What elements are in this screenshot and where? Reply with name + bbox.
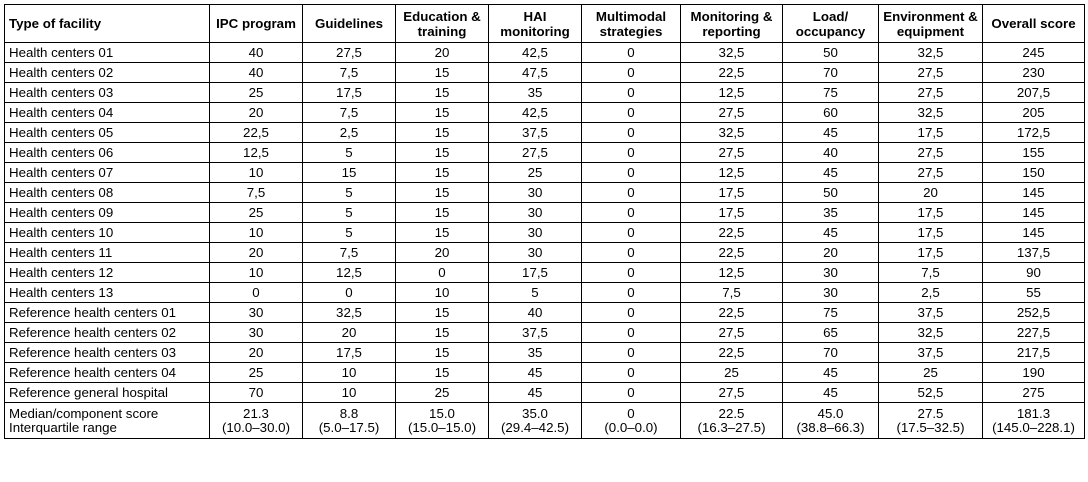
score-cell: 70	[783, 63, 879, 83]
score-cell: 5	[489, 283, 582, 303]
summary-cell	[879, 403, 983, 439]
column-header: HAI monitoring	[489, 5, 582, 43]
score-cell: 30	[210, 323, 303, 343]
score-cell: 15	[396, 203, 489, 223]
summary-cell	[582, 403, 681, 439]
summary-cell	[681, 403, 783, 439]
summary-cell	[783, 403, 879, 439]
ipc-score-table	[4, 4, 1085, 439]
score-cell: 45	[783, 383, 879, 403]
score-cell: 25	[210, 203, 303, 223]
score-cell: 230	[983, 63, 1085, 83]
score-cell: 20	[210, 343, 303, 363]
facility-name: Health centers 13	[5, 283, 210, 303]
facility-name: Health centers 05	[5, 123, 210, 143]
interquartile-range: (29.4–42.5)	[500, 419, 569, 435]
score-cell: 15	[396, 163, 489, 183]
score-cell: 17,5	[879, 123, 983, 143]
interquartile-range: (16.3–27.5)	[697, 419, 766, 435]
score-cell: 0	[582, 103, 681, 123]
interquartile-range: (5.0–17.5)	[318, 419, 380, 435]
table-row	[5, 63, 1085, 83]
score-cell: 20	[210, 103, 303, 123]
score-cell: 37,5	[879, 343, 983, 363]
score-cell: 12,5	[681, 163, 783, 183]
column-header: Overall score	[983, 5, 1085, 43]
score-cell: 0	[582, 163, 681, 183]
score-cell: 60	[783, 103, 879, 123]
score-cell: 205	[983, 103, 1085, 123]
facility-name: Health centers 09	[5, 203, 210, 223]
score-cell: 17,5	[303, 343, 396, 363]
table-row	[5, 323, 1085, 343]
score-cell: 145	[983, 183, 1085, 203]
score-cell: 20	[783, 243, 879, 263]
facility-name: Health centers 07	[5, 163, 210, 183]
score-cell: 0	[582, 323, 681, 343]
score-cell: 22,5	[681, 63, 783, 83]
score-cell: 10	[210, 263, 303, 283]
score-cell: 17,5	[489, 263, 582, 283]
score-cell: 35	[783, 203, 879, 223]
facility-name: Reference general hospital	[5, 383, 210, 403]
facility-name: Health centers 02	[5, 63, 210, 83]
score-cell: 27,5	[879, 83, 983, 103]
score-cell: 10	[303, 363, 396, 383]
facility-name: Reference health centers 04	[5, 363, 210, 383]
score-cell: 27,5	[303, 43, 396, 63]
score-cell: 45	[489, 383, 582, 403]
score-cell: 5	[303, 143, 396, 163]
median-value: 15.0	[429, 405, 455, 421]
score-cell: 7,5	[681, 283, 783, 303]
facility-name: Health centers 04	[5, 103, 210, 123]
interquartile-range: (145.0–228.1)	[992, 419, 1075, 435]
score-cell: 65	[783, 323, 879, 343]
score-cell: 15	[396, 183, 489, 203]
score-cell: 0	[582, 123, 681, 143]
facility-name: Health centers 08	[5, 183, 210, 203]
score-cell: 30	[783, 283, 879, 303]
score-cell: 7,5	[879, 263, 983, 283]
summary-cell	[983, 403, 1085, 439]
column-header: Load/ occupancy	[783, 5, 879, 43]
score-cell: 15	[396, 143, 489, 163]
score-cell: 15	[396, 83, 489, 103]
table-row	[5, 263, 1085, 283]
score-cell: 27,5	[681, 103, 783, 123]
interquartile-range: (17.5–32.5)	[896, 419, 965, 435]
score-cell: 27,5	[681, 143, 783, 163]
score-cell: 150	[983, 163, 1085, 183]
score-cell: 15	[396, 363, 489, 383]
facility-name: Health centers 11	[5, 243, 210, 263]
score-cell: 22,5	[210, 123, 303, 143]
column-header: Education & training	[396, 5, 489, 43]
score-cell: 7,5	[303, 63, 396, 83]
score-cell: 27,5	[879, 63, 983, 83]
score-cell: 75	[783, 303, 879, 323]
score-cell: 35	[489, 343, 582, 363]
interquartile-range: (10.0–30.0)	[221, 419, 290, 435]
score-cell: 0	[582, 303, 681, 323]
score-cell: 32,5	[681, 123, 783, 143]
score-cell: 0	[582, 43, 681, 63]
score-cell: 55	[983, 283, 1085, 303]
score-cell: 37,5	[879, 303, 983, 323]
median-value: 45.0	[817, 405, 844, 421]
score-cell: 5	[303, 223, 396, 243]
score-cell: 15	[396, 323, 489, 343]
score-cell: 15	[396, 343, 489, 363]
summary-label	[5, 403, 210, 439]
header-row	[5, 5, 1085, 43]
score-cell: 5	[303, 203, 396, 223]
score-cell: 0	[582, 363, 681, 383]
score-cell: 27,5	[681, 323, 783, 343]
score-cell: 15	[396, 223, 489, 243]
score-cell: 32,5	[879, 43, 983, 63]
median-value: 21.3	[243, 405, 269, 421]
score-cell: 172,5	[983, 123, 1085, 143]
score-cell: 22,5	[681, 223, 783, 243]
score-cell: 25	[210, 83, 303, 103]
table-row	[5, 203, 1085, 223]
score-cell: 252,5	[983, 303, 1085, 323]
interquartile-range: (38.8–66.3)	[796, 419, 865, 435]
table-row	[5, 183, 1085, 203]
table-row	[5, 283, 1085, 303]
score-cell: 30	[210, 303, 303, 323]
score-cell: 70	[783, 343, 879, 363]
score-cell: 20	[396, 43, 489, 63]
median-value: 181.3	[1016, 405, 1051, 421]
score-cell: 2,5	[303, 123, 396, 143]
score-cell: 0	[210, 283, 303, 303]
score-cell: 47,5	[489, 63, 582, 83]
score-cell: 0	[582, 243, 681, 263]
score-cell: 75	[783, 83, 879, 103]
facility-name: Health centers 03	[5, 83, 210, 103]
facility-name: Health centers 06	[5, 143, 210, 163]
score-cell: 32,5	[879, 323, 983, 343]
score-cell: 45	[783, 123, 879, 143]
facility-name: Health centers 12	[5, 263, 210, 283]
score-cell: 30	[489, 243, 582, 263]
score-cell: 42,5	[489, 43, 582, 63]
score-cell: 45	[489, 363, 582, 383]
score-cell: 5	[303, 183, 396, 203]
score-cell: 40	[783, 143, 879, 163]
score-cell: 7,5	[210, 183, 303, 203]
summary-label-line: Interquartile range	[9, 419, 117, 435]
score-cell: 0	[582, 223, 681, 243]
score-cell: 0	[582, 383, 681, 403]
score-cell: 17,5	[303, 83, 396, 103]
score-cell: 37,5	[489, 323, 582, 343]
score-cell: 27,5	[879, 163, 983, 183]
column-header: Monitoring & reporting	[681, 5, 783, 43]
score-cell: 7,5	[303, 243, 396, 263]
score-cell: 70	[210, 383, 303, 403]
table-row	[5, 223, 1085, 243]
score-cell: 30	[489, 203, 582, 223]
table-row	[5, 383, 1085, 403]
score-cell: 30	[489, 183, 582, 203]
score-cell: 32,5	[879, 103, 983, 123]
score-cell: 40	[210, 43, 303, 63]
score-cell: 275	[983, 383, 1085, 403]
score-cell: 207,5	[983, 83, 1085, 103]
score-cell: 10	[396, 283, 489, 303]
score-cell: 45	[783, 163, 879, 183]
table-row	[5, 363, 1085, 383]
score-cell: 217,5	[983, 343, 1085, 363]
table-header	[5, 5, 1085, 43]
score-cell: 30	[783, 263, 879, 283]
interquartile-range: (0.0–0.0)	[604, 419, 658, 435]
score-cell: 137,5	[983, 243, 1085, 263]
score-cell: 25	[210, 363, 303, 383]
score-cell: 0	[582, 63, 681, 83]
score-cell: 22,5	[681, 303, 783, 323]
score-cell: 20	[879, 183, 983, 203]
score-cell: 0	[582, 83, 681, 103]
score-cell: 155	[983, 143, 1085, 163]
score-cell: 20	[396, 243, 489, 263]
score-cell: 25	[396, 383, 489, 403]
score-cell: 0	[582, 343, 681, 363]
score-cell: 12,5	[681, 83, 783, 103]
score-cell: 40	[489, 303, 582, 323]
score-cell: 145	[983, 203, 1085, 223]
score-cell: 10	[303, 383, 396, 403]
facility-name: Reference health centers 02	[5, 323, 210, 343]
score-cell: 45	[783, 223, 879, 243]
score-cell: 0	[396, 263, 489, 283]
table-row	[5, 103, 1085, 123]
score-cell: 17,5	[879, 223, 983, 243]
facility-name: Reference health centers 01	[5, 303, 210, 323]
score-cell: 22,5	[681, 343, 783, 363]
score-cell: 15	[396, 63, 489, 83]
score-cell: 45	[783, 363, 879, 383]
table-row	[5, 303, 1085, 323]
interquartile-range: (15.0–15.0)	[407, 419, 476, 435]
median-value: 22.5	[718, 405, 745, 421]
score-cell: 35	[489, 83, 582, 103]
score-cell: 0	[303, 283, 396, 303]
median-value: 27.5	[917, 405, 944, 421]
score-cell: 10	[210, 163, 303, 183]
score-cell: 25	[879, 363, 983, 383]
column-header: Type of facility	[5, 5, 210, 43]
score-cell: 17,5	[879, 203, 983, 223]
score-cell: 90	[983, 263, 1085, 283]
median-value: 35.0	[522, 405, 548, 421]
score-cell: 27,5	[681, 383, 783, 403]
score-cell: 37,5	[489, 123, 582, 143]
table-row	[5, 163, 1085, 183]
score-cell: 27,5	[489, 143, 582, 163]
table-row	[5, 343, 1085, 363]
score-cell: 7,5	[303, 103, 396, 123]
column-header: Environment & equipment	[879, 5, 983, 43]
score-cell: 145	[983, 223, 1085, 243]
score-cell: 0	[582, 283, 681, 303]
facility-name: Reference health centers 03	[5, 343, 210, 363]
score-cell: 32,5	[681, 43, 783, 63]
score-cell: 20	[210, 243, 303, 263]
score-cell: 42,5	[489, 103, 582, 123]
summary-cell	[303, 403, 396, 439]
column-header: IPC program	[210, 5, 303, 43]
facility-name: Health centers 01	[5, 43, 210, 63]
score-cell: 17,5	[681, 203, 783, 223]
score-cell: 17,5	[879, 243, 983, 263]
table-row	[5, 123, 1085, 143]
score-cell: 25	[681, 363, 783, 383]
table-row	[5, 83, 1085, 103]
score-cell: 0	[582, 143, 681, 163]
score-cell: 20	[303, 323, 396, 343]
score-cell: 25	[489, 163, 582, 183]
score-cell: 15	[396, 123, 489, 143]
score-cell: 15	[396, 103, 489, 123]
score-cell: 15	[396, 303, 489, 323]
score-cell: 50	[783, 43, 879, 63]
median-value: 8.8	[339, 405, 359, 421]
summary-label-line: Median/component score	[9, 405, 159, 421]
table-body	[5, 43, 1085, 439]
column-header: Guidelines	[303, 5, 396, 43]
summary-cell	[489, 403, 582, 439]
column-header: Multimodal strategies	[582, 5, 681, 43]
score-cell: 17,5	[681, 183, 783, 203]
score-cell: 32,5	[303, 303, 396, 323]
score-cell: 50	[783, 183, 879, 203]
facility-name: Health centers 10	[5, 223, 210, 243]
table-row	[5, 43, 1085, 63]
score-cell: 2,5	[879, 283, 983, 303]
score-cell: 12,5	[210, 143, 303, 163]
score-cell: 245	[983, 43, 1085, 63]
score-cell: 190	[983, 363, 1085, 383]
score-cell: 0	[582, 183, 681, 203]
score-cell: 30	[489, 223, 582, 243]
table-row	[5, 243, 1085, 263]
score-cell: 15	[303, 163, 396, 183]
summary-row	[5, 403, 1085, 439]
score-cell: 22,5	[681, 243, 783, 263]
score-cell: 0	[582, 203, 681, 223]
score-cell: 0	[582, 263, 681, 283]
summary-cell	[396, 403, 489, 439]
score-cell: 10	[210, 223, 303, 243]
score-cell: 52,5	[879, 383, 983, 403]
score-cell: 40	[210, 63, 303, 83]
median-value: 0	[627, 405, 635, 421]
score-cell: 227,5	[983, 323, 1085, 343]
score-cell: 27,5	[879, 143, 983, 163]
score-cell: 12,5	[303, 263, 396, 283]
table-row	[5, 143, 1085, 163]
summary-cell	[210, 403, 303, 439]
score-cell: 12,5	[681, 263, 783, 283]
